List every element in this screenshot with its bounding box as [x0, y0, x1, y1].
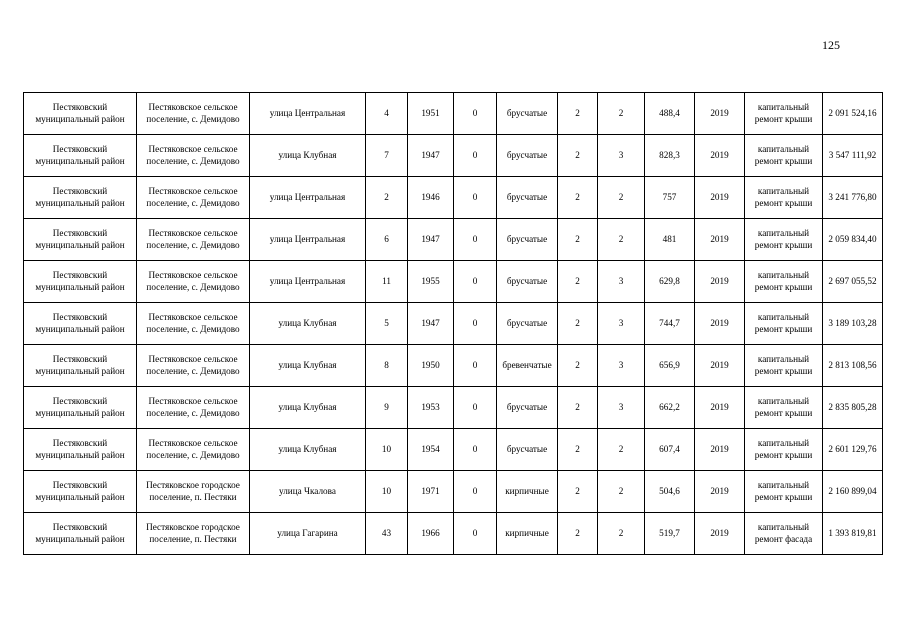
build-year-cell: 1947 [408, 135, 454, 177]
area-cell: 629,8 [645, 261, 695, 303]
area-cell: 757 [645, 177, 695, 219]
cost-cell: 2 160 899,04 [823, 471, 883, 513]
street-cell: улица Клубная [250, 135, 366, 177]
floors-cell: 2 [558, 429, 598, 471]
house-number-cell: 8 [366, 345, 408, 387]
settlement-cell: Пестяковское сельское поселение, с. Демидово [137, 177, 250, 219]
cost-cell: 2 601 129,76 [823, 429, 883, 471]
wall-material-cell: кирпичные [497, 471, 558, 513]
work-type-cell: капитальный ремонт крыши [745, 177, 823, 219]
district-cell: Пестяковский муниципальный район [24, 303, 137, 345]
floors-cell: 2 [558, 513, 598, 555]
table-row [24, 429, 883, 471]
settlement-cell: Пестяковское сельское поселение, с. Демидово [137, 387, 250, 429]
cost-cell: 2 091 524,16 [823, 93, 883, 135]
wall-material-cell: брусчатые [497, 261, 558, 303]
build-year-cell: 1947 [408, 219, 454, 261]
cost-cell: 2 835 805,28 [823, 387, 883, 429]
area-cell: 607,4 [645, 429, 695, 471]
street-cell: улица Клубная [250, 387, 366, 429]
street-cell: улица Клубная [250, 429, 366, 471]
table-row [24, 93, 883, 135]
wall-material-cell: брусчатые [497, 93, 558, 135]
district-cell: Пестяковский муниципальный район [24, 219, 137, 261]
work-type-cell: капитальный ремонт крыши [745, 219, 823, 261]
house-number-cell: 7 [366, 135, 408, 177]
plan-year-cell: 2019 [695, 219, 745, 261]
area-cell: 656,9 [645, 345, 695, 387]
entrances-cell: 3 [598, 303, 645, 345]
cost-cell: 3 547 111,92 [823, 135, 883, 177]
cost-cell: 2 059 834,40 [823, 219, 883, 261]
floors-cell: 2 [558, 219, 598, 261]
settlement-cell: Пестяковское городское поселение, п. Пестяки [137, 513, 250, 555]
house-number-cell: 2 [366, 177, 408, 219]
street-cell: улица Центральная [250, 93, 366, 135]
house-number-cell: 10 [366, 471, 408, 513]
build-year-cell: 1971 [408, 471, 454, 513]
work-type-cell: капитальный ремонт фасада [745, 513, 823, 555]
settlement-cell: Пестяковское сельское поселение, с. Демидово [137, 303, 250, 345]
cost-cell: 1 393 819,81 [823, 513, 883, 555]
settlement-cell: Пестяковское сельское поселение, с. Демидово [137, 219, 250, 261]
work-type-cell: капитальный ремонт крыши [745, 471, 823, 513]
cost-cell: 3 241 776,80 [823, 177, 883, 219]
table-row [24, 135, 883, 177]
wall-material-cell: брусчатые [497, 135, 558, 177]
col6-cell: 0 [454, 135, 497, 177]
work-type-cell: капитальный ремонт крыши [745, 261, 823, 303]
wall-material-cell: кирпичные [497, 513, 558, 555]
work-type-cell: капитальный ремонт крыши [745, 429, 823, 471]
col6-cell: 0 [454, 471, 497, 513]
plan-year-cell: 2019 [695, 261, 745, 303]
plan-year-cell: 2019 [695, 513, 745, 555]
plan-year-cell: 2019 [695, 93, 745, 135]
col6-cell: 0 [454, 261, 497, 303]
col6-cell: 0 [454, 345, 497, 387]
page-number: 125 [822, 38, 840, 52]
build-year-cell: 1951 [408, 93, 454, 135]
col6-cell: 0 [454, 219, 497, 261]
floors-cell: 2 [558, 387, 598, 429]
settlement-cell: Пестяковское сельское поселение, с. Демидово [137, 93, 250, 135]
floors-cell: 2 [558, 471, 598, 513]
house-number-cell: 43 [366, 513, 408, 555]
housing-repair-table [23, 92, 883, 555]
build-year-cell: 1953 [408, 387, 454, 429]
entrances-cell: 2 [598, 93, 645, 135]
area-cell: 519,7 [645, 513, 695, 555]
col6-cell: 0 [454, 513, 497, 555]
street-cell: улица Центральная [250, 177, 366, 219]
entrances-cell: 2 [598, 513, 645, 555]
entrances-cell: 2 [598, 177, 645, 219]
district-cell: Пестяковский муниципальный район [24, 513, 137, 555]
work-type-cell: капитальный ремонт крыши [745, 135, 823, 177]
plan-year-cell: 2019 [695, 135, 745, 177]
district-cell: Пестяковский муниципальный район [24, 135, 137, 177]
entrances-cell: 3 [598, 345, 645, 387]
settlement-cell: Пестяковское городское поселение, п. Пестяки [137, 471, 250, 513]
build-year-cell: 1954 [408, 429, 454, 471]
area-cell: 481 [645, 219, 695, 261]
table-row [24, 261, 883, 303]
settlement-cell: Пестяковское сельское поселение, с. Демидово [137, 135, 250, 177]
work-type-cell: капитальный ремонт крыши [745, 93, 823, 135]
wall-material-cell: брусчатые [497, 303, 558, 345]
wall-material-cell: брусчатые [497, 219, 558, 261]
settlement-cell: Пестяковское сельское поселение, с. Демидово [137, 345, 250, 387]
col6-cell: 0 [454, 429, 497, 471]
district-cell: Пестяковский муниципальный район [24, 471, 137, 513]
plan-year-cell: 2019 [695, 303, 745, 345]
wall-material-cell: брусчатые [497, 387, 558, 429]
floors-cell: 2 [558, 93, 598, 135]
street-cell: улица Центральная [250, 219, 366, 261]
table-row [24, 303, 883, 345]
table-row [24, 345, 883, 387]
street-cell: улица Чкалова [250, 471, 366, 513]
plan-year-cell: 2019 [695, 345, 745, 387]
entrances-cell: 3 [598, 387, 645, 429]
table-row [24, 471, 883, 513]
table-row [24, 177, 883, 219]
wall-material-cell: бревенчатые [497, 345, 558, 387]
house-number-cell: 6 [366, 219, 408, 261]
table-row [24, 219, 883, 261]
floors-cell: 2 [558, 303, 598, 345]
area-cell: 504,6 [645, 471, 695, 513]
plan-year-cell: 2019 [695, 387, 745, 429]
work-type-cell: капитальный ремонт крыши [745, 345, 823, 387]
house-number-cell: 10 [366, 429, 408, 471]
area-cell: 488,4 [645, 93, 695, 135]
area-cell: 744,7 [645, 303, 695, 345]
cost-cell: 2 813 108,56 [823, 345, 883, 387]
street-cell: улица Клубная [250, 303, 366, 345]
house-number-cell: 11 [366, 261, 408, 303]
entrances-cell: 3 [598, 135, 645, 177]
wall-material-cell: брусчатые [497, 429, 558, 471]
work-type-cell: капитальный ремонт крыши [745, 303, 823, 345]
table-row [24, 387, 883, 429]
build-year-cell: 1955 [408, 261, 454, 303]
floors-cell: 2 [558, 177, 598, 219]
plan-year-cell: 2019 [695, 177, 745, 219]
district-cell: Пестяковский муниципальный район [24, 93, 137, 135]
district-cell: Пестяковский муниципальный район [24, 387, 137, 429]
col6-cell: 0 [454, 93, 497, 135]
table-body [24, 93, 883, 555]
area-cell: 662,2 [645, 387, 695, 429]
house-number-cell: 5 [366, 303, 408, 345]
floors-cell: 2 [558, 135, 598, 177]
settlement-cell: Пестяковское сельское поселение, с. Демидово [137, 429, 250, 471]
area-cell: 828,3 [645, 135, 695, 177]
plan-year-cell: 2019 [695, 471, 745, 513]
table-row [24, 513, 883, 555]
plan-year-cell: 2019 [695, 429, 745, 471]
district-cell: Пестяковский муниципальный район [24, 345, 137, 387]
district-cell: Пестяковский муниципальный район [24, 177, 137, 219]
col6-cell: 0 [454, 387, 497, 429]
street-cell: улица Центральная [250, 261, 366, 303]
entrances-cell: 2 [598, 219, 645, 261]
cost-cell: 3 189 103,28 [823, 303, 883, 345]
entrances-cell: 2 [598, 429, 645, 471]
floors-cell: 2 [558, 345, 598, 387]
street-cell: улица Клубная [250, 345, 366, 387]
settlement-cell: Пестяковское сельское поселение, с. Демидово [137, 261, 250, 303]
build-year-cell: 1946 [408, 177, 454, 219]
cost-cell: 2 697 055,52 [823, 261, 883, 303]
wall-material-cell: брусчатые [497, 177, 558, 219]
house-number-cell: 9 [366, 387, 408, 429]
col6-cell: 0 [454, 303, 497, 345]
work-type-cell: капитальный ремонт крыши [745, 387, 823, 429]
entrances-cell: 3 [598, 261, 645, 303]
district-cell: Пестяковский муниципальный район [24, 429, 137, 471]
build-year-cell: 1947 [408, 303, 454, 345]
street-cell: улица Гагарина [250, 513, 366, 555]
house-number-cell: 4 [366, 93, 408, 135]
build-year-cell: 1966 [408, 513, 454, 555]
build-year-cell: 1950 [408, 345, 454, 387]
entrances-cell: 2 [598, 471, 645, 513]
col6-cell: 0 [454, 177, 497, 219]
district-cell: Пестяковский муниципальный район [24, 261, 137, 303]
floors-cell: 2 [558, 261, 598, 303]
